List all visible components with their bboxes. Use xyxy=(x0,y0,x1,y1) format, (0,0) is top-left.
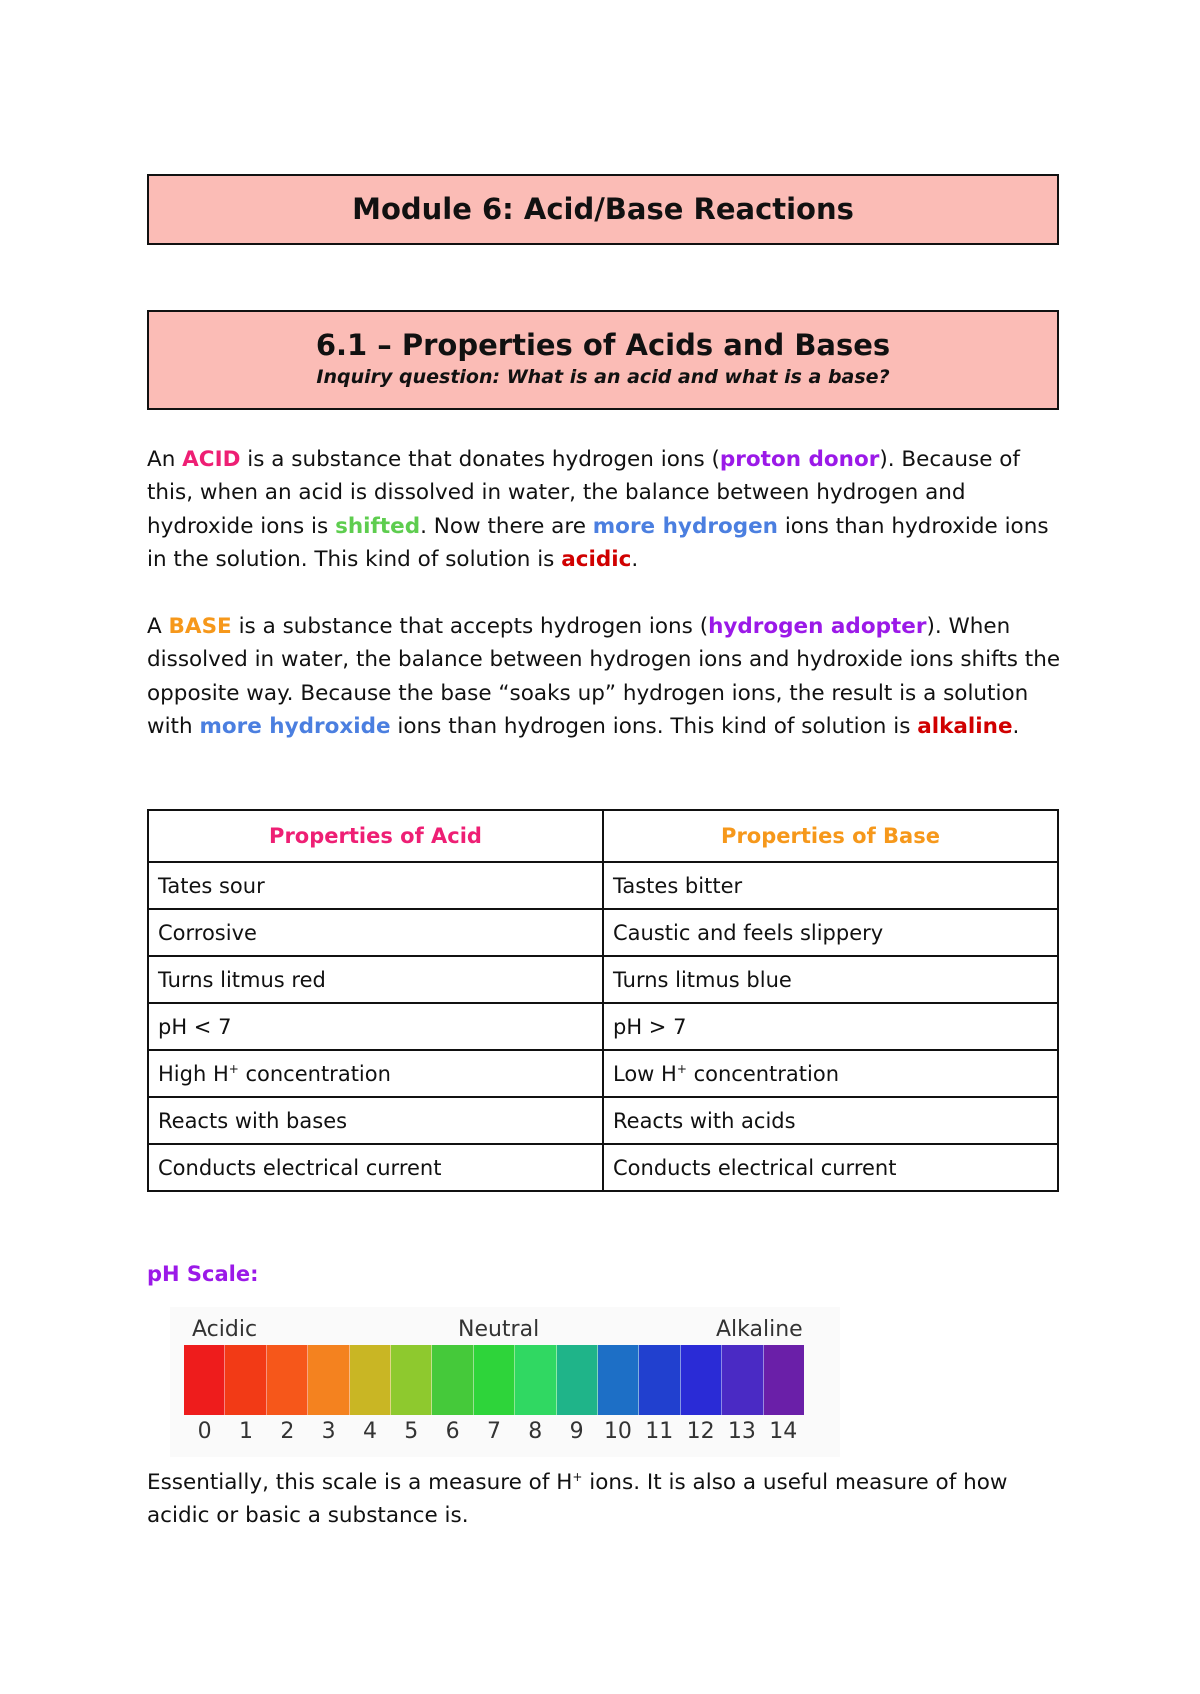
base-paragraph xyxy=(147,610,1067,743)
table-header-row xyxy=(148,810,1058,862)
text-run: ions than hydrogen ions. This kind of solution is xyxy=(390,713,918,739)
more-hydroxide-term: more hydroxide xyxy=(199,713,391,739)
ph-number: 14 xyxy=(769,1419,798,1444)
ph-segment-11 xyxy=(639,1345,680,1415)
cell-text: concentration xyxy=(238,1061,391,1086)
ph-segment-8 xyxy=(515,1345,556,1415)
text-run: . xyxy=(1012,713,1020,739)
table-cell: Reacts with acids xyxy=(603,1097,1058,1144)
table-cell: pH > 7 xyxy=(603,1003,1058,1050)
acid-term: ACID xyxy=(182,447,241,472)
table-row xyxy=(148,1144,1058,1191)
text-run: is a substance that accepts hydrogen ions ( xyxy=(231,614,709,639)
inquiry-question: Inquiry question: What is an acid and what is a base? xyxy=(316,366,890,388)
ph-number: 3 xyxy=(321,1419,336,1444)
ph-segment-3 xyxy=(308,1345,349,1415)
ph-number: 7 xyxy=(486,1419,501,1444)
ph-segment-5 xyxy=(391,1345,432,1415)
text-run: . Now there are xyxy=(420,513,593,539)
table-cell xyxy=(148,1050,603,1097)
ph-segment-4 xyxy=(350,1345,391,1415)
table-cell: Turns litmus blue xyxy=(603,956,1058,1003)
ph-segment-0 xyxy=(184,1345,225,1415)
ph-number: 12 xyxy=(686,1419,715,1444)
text-run: ions. It is also a useful measure of how acidic or basic a substance is. xyxy=(147,1470,1008,1529)
base-term: BASE xyxy=(168,614,232,639)
ph-number: 2 xyxy=(280,1419,295,1444)
text-run: A xyxy=(147,614,169,639)
ph-segment-13 xyxy=(722,1345,763,1415)
table-cell: Tastes bitter xyxy=(603,862,1058,909)
text-run: ). When dissolved in water, the balance between hydrogen ions and hydroxide ions shifts the opposite way. Because the base “soaks up” hydrogen ions, the result is a solution with xyxy=(147,614,1061,739)
neutral-label: Neutral xyxy=(458,1317,540,1342)
ph-segment-9 xyxy=(557,1345,598,1415)
text-run: . xyxy=(631,546,639,572)
acid-paragraph xyxy=(147,443,1067,576)
ph-segment-14 xyxy=(764,1345,804,1415)
alkaline-label: Alkaline xyxy=(716,1317,803,1342)
section-title-box xyxy=(147,310,1059,410)
table-row xyxy=(148,862,1058,909)
table-cell: Caustic and feels slippery xyxy=(603,909,1058,956)
table-row xyxy=(148,909,1058,956)
table-cell xyxy=(603,1050,1058,1097)
ph-number: 11 xyxy=(645,1419,674,1444)
module-title-box xyxy=(147,174,1059,245)
ph-scale-heading: pH Scale: xyxy=(147,1262,259,1286)
text-run: ). Because of this, when an acid is dissolved in water, the balance between hydrogen and hydroxide ions is xyxy=(147,447,1021,539)
more-hydrogen-term: more hydrogen xyxy=(592,513,778,539)
ph-segment-12 xyxy=(681,1345,722,1415)
ph-number: 1 xyxy=(238,1419,253,1444)
acidic-label: Acidic xyxy=(192,1317,258,1342)
table-row xyxy=(148,1050,1058,1097)
ph-number: 8 xyxy=(528,1419,543,1444)
ph-segment-2 xyxy=(267,1345,308,1415)
table-row xyxy=(148,1003,1058,1050)
proton-donor-term: proton donor xyxy=(719,447,880,472)
acidic-term: acidic xyxy=(561,546,632,572)
ph-number: 6 xyxy=(445,1419,460,1444)
ph-scale-graphic xyxy=(170,1307,840,1457)
text-run: Essentially, this scale is a measure of H xyxy=(147,1470,573,1495)
ph-numbers xyxy=(184,1419,804,1444)
ph-color-bar xyxy=(184,1345,804,1415)
table-cell: pH < 7 xyxy=(148,1003,603,1050)
table-row xyxy=(148,1097,1058,1144)
superscript-plus: + xyxy=(572,1469,583,1484)
table-cell: Conducts electrical current xyxy=(148,1144,603,1191)
base-properties-header: Properties of Base xyxy=(603,810,1058,862)
table-cell: Corrosive xyxy=(148,909,603,956)
module-title: Module 6: Acid/Base Reactions xyxy=(352,192,854,226)
ph-number: 5 xyxy=(404,1419,419,1444)
cell-text: concentration xyxy=(686,1061,840,1086)
ph-number: 0 xyxy=(197,1419,212,1444)
essential-paragraph xyxy=(147,1466,1067,1533)
ph-segment-10 xyxy=(598,1345,639,1415)
superscript-plus: + xyxy=(228,1061,239,1076)
table-cell: Turns litmus red xyxy=(148,956,603,1003)
ph-segment-7 xyxy=(474,1345,515,1415)
ph-number: 4 xyxy=(362,1419,377,1444)
text-run: An xyxy=(147,447,183,472)
superscript-plus: + xyxy=(676,1061,687,1076)
cell-text: Low H xyxy=(613,1061,677,1086)
acid-properties-header: Properties of Acid xyxy=(148,810,603,862)
ph-segment-6 xyxy=(432,1345,473,1415)
ph-segment-1 xyxy=(225,1345,266,1415)
ph-number: 10 xyxy=(603,1419,632,1444)
properties-table xyxy=(147,809,1059,1192)
alkaline-term: alkaline xyxy=(917,713,1013,739)
section-title: 6.1 – Properties of Acids and Bases xyxy=(315,328,891,362)
text-run: ions than hydroxide ions in the solution. This kind of solution is xyxy=(147,513,1049,572)
shifted-term: shifted xyxy=(335,513,421,539)
table-cell: Reacts with bases xyxy=(148,1097,603,1144)
ph-number: 9 xyxy=(569,1419,584,1444)
table-cell: Tates sour xyxy=(148,862,603,909)
hydrogen-adopter-term: hydrogen adopter xyxy=(708,614,927,639)
ph-number: 13 xyxy=(727,1419,756,1444)
table-cell: Conducts electrical current xyxy=(603,1144,1058,1191)
table-row xyxy=(148,956,1058,1003)
text-run: is a substance that donates hydrogen ions ( xyxy=(240,447,720,472)
cell-text: High H xyxy=(158,1061,229,1086)
